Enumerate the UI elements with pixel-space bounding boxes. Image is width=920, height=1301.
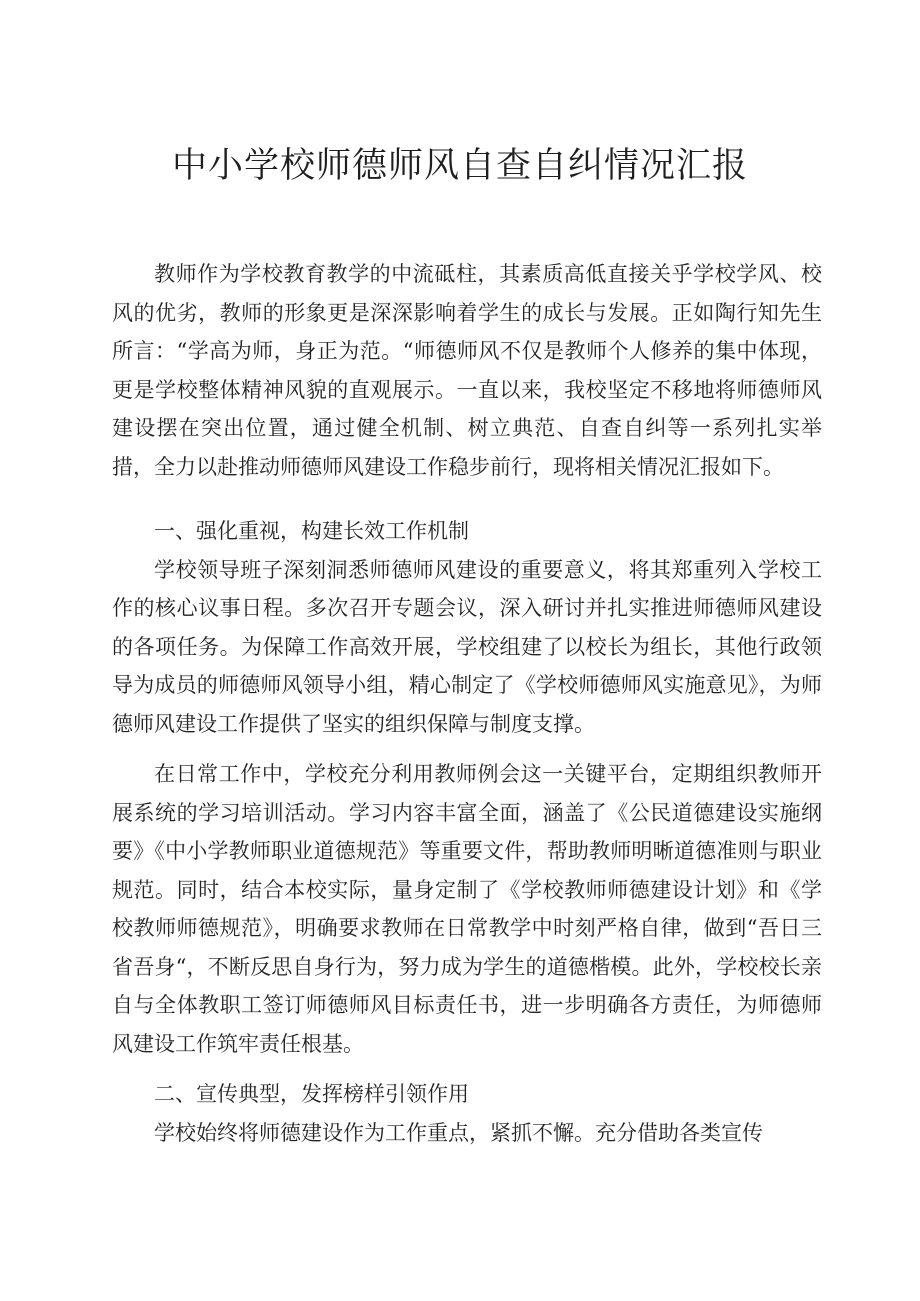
- section-paragraph: 在日常工作中，学校充分利用教师例会这一关键平台，定期组织教师开展系统的学习培训活动。学习内容丰富全面，涵盖了《公民道德建设实施纲要》《中小学教师职业道德规范》等重要文件，帮助教师明晰道德准则与职业规范。同时，结合本校实际，量身定制了《学校教师师德建设计划》和《学校教师师德规范》，明确要求教师在日常教学中时刻严格自律，做到“吾日三省吾身“，不断反思自身行为，努力成为学生的道德楷模。此外，学校校长亲自与全体教职工签订师德师风目标责任书，进一步明确各方责任，为师德师风建设工作筑牢责任根基。: [112, 762, 822, 1056]
- section-heading: 二、宣传典型，发挥榜样引领作用: [154, 1082, 469, 1106]
- section-heading: 一、强化重视，构建长效工作机制: [154, 519, 469, 543]
- section-spacer: [112, 486, 822, 512]
- section-spacer: [112, 1063, 822, 1075]
- section-2: [112, 1075, 822, 1152]
- document-title: 中小学校师德师风自查自纠情况汇报: [171, 146, 748, 186]
- section-1: [112, 512, 822, 1063]
- section-paragraph: 学校领导班子深刻洞悉师德师风建设的重要意义，将其郑重列入学校工作的核心议事日程。多次召开专题会议，深入研讨并扎实推进师德师风建设的各项任务。为保障工作高效开展，学校组建了以校长为组长，其他行政领导为成员的师德师风领导小组，精心制定了《学校师德师风实施意见》，为师德师风建设工作提供了坚实的组织保障与制度支撑。: [112, 557, 822, 736]
- section-paragraph: 学校始终将师德建设作为工作重点，紧抓不懈。充分借助各类宣传: [154, 1120, 763, 1145]
- intro-paragraph: 教师作为学校教育教学的中流砥柱，其素质高低直接关乎学校学风、校风的优劣，教师的形象更是深深影响着学生的成长与发展。正如陶行知先生所言：“学高为师，身正为范。“师德师风不仅是教师个人修养的集中体现，更是学校整体精神风貌的直观展示。一直以来，我校坚定不移地将师德师风建设摆在突出位置，通过健全机制、树立典范、自查自纠等一系列扎实举措，全力以赴推动师德师风建设工作稳步前行，现将相关情况汇报如下。: [112, 262, 822, 479]
- paragraph-spacer: [112, 743, 822, 755]
- document-body: [112, 255, 822, 1152]
